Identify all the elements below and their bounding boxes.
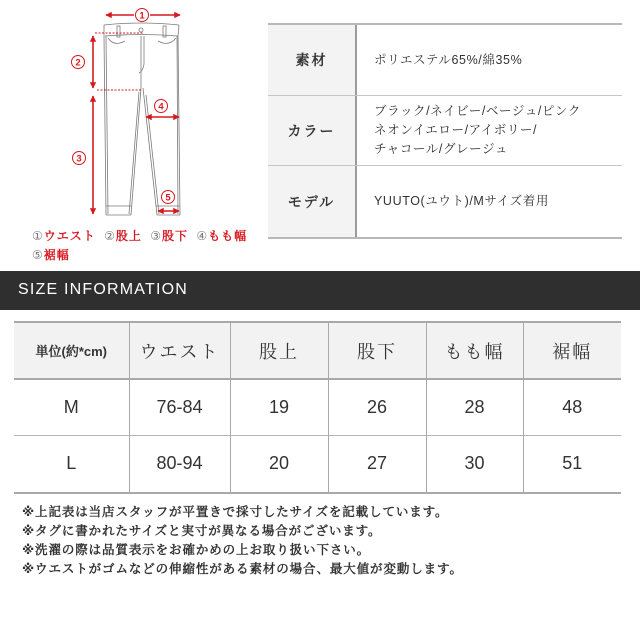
header-rise: 股上 — [230, 322, 328, 379]
svg-text:4: 4 — [158, 101, 164, 113]
svg-text:2: 2 — [75, 57, 81, 69]
spec-value: ポリエステル65%/綿35% — [374, 52, 523, 67]
spec-label: モデル — [268, 166, 357, 237]
section-title: SIZE INFORMATION — [18, 281, 189, 298]
measurement-legend — [32, 227, 252, 265]
svg-text:5: 5 — [165, 192, 171, 204]
header-inseam: 股下 — [328, 322, 426, 379]
table-row: L 80-94 20 27 30 51 — [14, 435, 621, 493]
marker-5 — [162, 191, 175, 204]
size-notes — [22, 503, 463, 579]
spec-row-color — [268, 96, 622, 166]
spec-label: カラー — [268, 96, 357, 165]
header-thigh: もも幅 — [426, 322, 523, 379]
marker-1 — [136, 9, 149, 22]
header-unit: 単位(約*cm) — [35, 344, 107, 359]
header-hem: 裾幅 — [523, 322, 621, 379]
spec-row-material — [268, 25, 622, 96]
marker-3 — [73, 152, 86, 165]
svg-text:3: 3 — [76, 153, 82, 165]
note-line: ※ウエストがゴムなどの伸縮性がある素材の場合、最大値が変動します。 — [22, 562, 463, 576]
legend-item-rise: ②股上 — [104, 229, 142, 243]
legend-item-hem: ⑤裾幅 — [32, 248, 70, 262]
legend-item-waist: ①ウエスト — [32, 229, 96, 243]
product-spec-table — [268, 23, 622, 239]
marker-2 — [72, 56, 85, 69]
size-information-header — [0, 271, 640, 310]
marker-4 — [155, 100, 168, 113]
legend-item-inseam: ③股下 — [150, 229, 189, 243]
spec-label: 素材 — [268, 25, 357, 95]
size-table-header-row — [14, 322, 621, 379]
table-row: M 76-84 19 26 28 48 — [14, 379, 621, 435]
size-table — [14, 321, 621, 494]
note-line: ※上記表は当店スタッフが平置きで採寸したサイズを記載しています。 — [22, 505, 449, 519]
spec-value: YUUTO(ユウト)/Mサイズ着用 — [374, 194, 549, 208]
pants-outline — [104, 23, 180, 215]
legend-item-thigh: ④もも幅 — [196, 229, 248, 243]
spec-value: ブラック/ネイビー/ベージュ/ピンク ネオンイエロー/アイボリー/ チャコール/グレージュ — [374, 104, 581, 156]
note-line: ※タグに書かれたサイズと実寸が異なる場合がございます。 — [22, 524, 382, 538]
note-line: ※洗濯の際は品質表示をお確かめの上お取り扱い下さい。 — [22, 543, 371, 557]
spec-row-model — [268, 166, 622, 237]
pants-measurement-diagram — [0, 0, 250, 222]
header-waist: ウエスト — [129, 322, 230, 379]
svg-text:1: 1 — [139, 10, 145, 22]
